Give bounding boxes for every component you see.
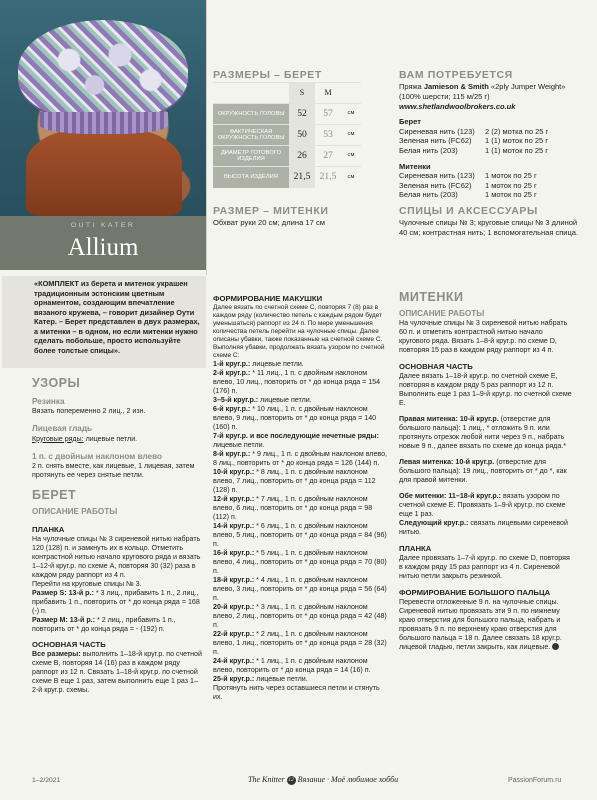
column-2: ФОРМИРОВАНИЕ МАКУШКИ Далее вязать по счетной схеме С, повторяя 7 (8) раз в каждом ряду (количество петель с каждым рядом будет уменьшаться) раппорт из 24 п. По мере уменьшения количества петель перейти на чулочные спицы. Далее описаны убавки, также показанные на счетной схеме С. Выполняя убавки, продолжать вязать узором по счетной схеме С: 1-й круг.р.: лицевые петли. 2-й круг.р.: * 11 лиц., 1 п. с двойным наклоном влево, 10 лиц., повторить от * до конца ряда = 154 (176) п. 3–5-й круг.р.: лицевые петли. 6-й круг.р.: * 10 лиц., 1 п. с двойным наклоном влево, 9 лиц., повторить от * до конца ряда = 140 (160) п. 7-й круг.р. и все последующие нечетные ряды: лицевые петли. 8-й круг.р.: * 9 лиц., 1 п. с двойным наклоном влево, 8 лиц., повторить от * до конца ряда = 126 (144) п. 10-й круг.р.: * 8 лиц., 1 п. с двойным наклоном влево, 7 лиц., повторить от * до конца ряда = 112 (128) п. 12-й круг.р.: * 7 лиц., 1 п. с двойным наклоном влево, 6 лиц., повторить от * до конца ряда = 98 (112) п. 14-й круг.р.: * 6 лиц., 1 п. с двойным наклоном влево, 5 лиц., повторить от * до конца ряда = 84 (96) п. 16-й круг.р.: * 5 лиц., 1 п. с двойным наклоном влево, 4 лиц., повторить от * до конца ряда = 70 (80) п. 18-й круг.р.: * 4 лиц., 1 п. с двойным наклоном влево, 3 лиц., повторить от * до конца ряда = 56 (64) п. 20-й круг.р.: * 3 лиц., 1 п. с двойным наклоном влево, 2 лиц., повторить от * до конца ряда = 42 (48) п. 22-й круг.р.: * 2 лиц., 1 п. с двойным наклоном влево, 1 лиц., повторить от * до конца ряда = 28 (32) п. 24-й круг.р.: * 1 лиц., 1 п. с двойным наклоном влево, повторить от * до конца ряда = 14 (16) п. 25-й круг.р.: лицевые петли. Протянуть нить через оставшиеся петли и стянуть их. (213, 294, 387, 702)
table-row: ОКРУЖНОСТЬ ГОЛОВЫ 52 57 см (213, 104, 361, 125)
crown-rows (213, 360, 388, 684)
crown-row: 8-й круг.р.: * 9 лиц., 1 п. с двойным наклоном влево, 8 лиц., повторить от * до конца ряда = 126 (144) п. (213, 450, 387, 468)
crown-row: 20-й круг.р.: * 3 лиц., 1 п. с двойным наклоном влево, 2 лиц., повторить от * до конца ряда = 42 (48) п. (213, 603, 387, 630)
crown-row: 7-й круг.р. и все последующие нечетные ряды: лицевые петли. (213, 432, 379, 450)
crown-row: 14-й круг.р.: * 6 лиц., 1 п. с двойным наклоном влево, 5 лиц., повторить от * до конца ряда = 84 (96) п. (213, 522, 387, 549)
divider (206, 0, 207, 275)
crown-row: 24-й круг.р.: * 1 лиц., 1 п. с двойным наклоном влево, повторить от * до конца ряда = 14 (16) п. (213, 657, 371, 675)
mitt-size-text: Обхват руки 20 см; длина 17 см (213, 218, 325, 227)
footer-brand: The Knitter 12 Вязание · Моё любимое хобби (248, 775, 399, 784)
mitts-title: МИТЕНКИ (399, 290, 464, 304)
beret-image (18, 20, 188, 120)
crown-row: 18-й круг.р.: * 4 лиц., 1 п. с двойным наклоном влево, 3 лиц., повторить от * до конца ряда = 56 (64) п. (213, 576, 387, 603)
intro-quote: «КОМПЛЕКТ из берета и митенок украшен традиционным эстонским цветным орнаментом, создающим впечатление вязаного кружева, – говорит дизайнер Оути Катер. – Берет представлен в двух размерах, а митенки – в одном, но если митенки нужно сделать побольше, просто используйте более толстые спицы». (2, 276, 206, 368)
table-row: ДИАМЕТР ГОТОВОГО ИЗДЕЛИЯ 26 27 см (213, 146, 361, 167)
pattern-title: Allium (67, 234, 139, 261)
table-row: ВЫСОТА ИЗДЕЛИЯ 21,5 21,5 см (213, 167, 361, 188)
size-s-head: S (289, 83, 315, 104)
materials: ВАМ ПОТРЕБУЕТСЯ Пряжа Jamieson & Smith «2ply Jumper Weight» (100% шерсти; 115 м/25 г) www.shetlandwoolbrokers.co.uk Берет Сиреневая нить (123) 2 (2) мотка по 25 г Зеленая нить (FC62) 1 (1) моток по 25 г Белая нить (203) 1 (1) моток по 25 г Митенки Сиреневая нить (123) 1 моток по 25 г Зеленая нить (FC62) 1 моток по 25 г Белая нить (203) 1 моток по 25 г СПИЦЫ И АКСЕССУАРЫ Чулочные спицы № 3; круговые спицы № 3 длиной 40 см; контрастная нить; 1 вспомогательная спица. (399, 69, 579, 237)
watermark: PassionForum.ru (508, 777, 562, 784)
column-1: УЗОРЫ Резинка Вязать попеременно 2 лиц., 2 изн. Лицевая гладь Круговые ряды: лицевые петли. 1 п. с двойным наклоном влево 2 п. снять вместе, как лицевые, 1 лицевая, затем протянуть ее через снятые петли. БЕРЕТ ОПИСАНИЕ РАБОТЫ ПЛАНКА На чулочные спицы № 3 сиреневой нитью набрать 120 (128) п. и замкнуть их в кольцо. Отметить контрастной нитью начало кругового ряда и вязать 1–12-й круг.р. по схеме А, повторяя 30 (32) раза в каждом ряду раппорт из 4 п. Перейти на круговые спицы № 3. Размер S: 13-й р.: * 3 лиц., прибавить 1 п., 2 лиц., прибавить 1 п., повторить от * до конца ряда = 168 (-) п. Размер М: 13-й р.: * 2 лиц., прибавить 1 п., повторить от * до конца ряда = - (192) п. ОСНОВНАЯ ЧАСТЬ Все размеры: выполнить 1–18-й круг.р. по счетной схеме В, повторяя 14 (16) раз в каждом ряду раппорт из 12 п. Связать 1–18-й круг.р. по счетной схеме В еще 1 раз, затем выполнить еще 1 раз 1–2-й круг.р. схемы. (32, 376, 204, 695)
tools-title: СПИЦЫ И АКСЕССУАРЫ (399, 204, 538, 217)
patterns-title: УЗОРЫ (32, 376, 81, 390)
issue-date: 1–2/2021 (32, 777, 61, 784)
end-mark-icon (552, 643, 559, 650)
beret-photo (0, 0, 206, 216)
page-number: 12 (288, 776, 294, 783)
beret-title: БЕРЕТ (32, 488, 77, 503)
crown-row: 2-й круг.р.: * 11 лиц., 1 п. с двойным наклоном влево, 10 лиц., повторить от * до конца ряда = 154 (176) п. (213, 369, 381, 396)
sizes-table (213, 82, 361, 188)
table-row: ФАКТИЧЕСКАЯ ОКРУЖНОСТЬ ГОЛОВЫ 50 53 см (213, 125, 361, 146)
crown-row: 6-й круг.р.: * 10 лиц., 1 п. с двойным наклоном влево, 9 лиц., повторить от * до конца ряда = 140 (160) п. (213, 405, 377, 432)
sizes-title: РАЗМЕРЫ – БЕРЕТ (213, 69, 322, 81)
materials-title: ВАМ ПОТРЕБУЕТСЯ (399, 69, 513, 81)
crown-row: 3–5-й круг.р.: лицевые петли. (213, 396, 312, 405)
designer-name: OUTI KATER (70, 222, 136, 229)
mitt-size-title: РАЗМЕР – МИТЕНКИ (213, 205, 329, 217)
crown-row: 12-й круг.р.: * 7 лиц., 1 п. с двойным наклоном влево, 6 лиц., повторить от * до конца ряда = 98 (112) п. (213, 495, 373, 522)
crown-row: 22-й круг.р.: * 2 лиц., 1 п. с двойным наклоном влево, 1 лиц., повторить от * до конца ряда = 28 (32) п. (213, 630, 387, 657)
size-m-head: M (315, 83, 341, 104)
crown-row: 16-й круг.р.: * 5 лиц., 1 п. с двойным наклоном влево, 4 лиц., повторить от * до конца ряда = 70 (80) п. (213, 549, 387, 576)
beret-band (40, 112, 168, 134)
crown-row: 10-й круг.р.: * 8 лиц., 1 п. с двойным наклоном влево, 7 лиц., повторить от * до конца ряда = 112 (128) п. (213, 468, 376, 495)
column-3: МИТЕНКИ ОПИСАНИЕ РАБОТЫ На чулочные спицы № 3 сиреневой нитью набрать 60 п. и отметить контрастной нитью начало кругового ряда. Вязать 1–8-й круг.р. по схеме D, повторяя 15 раз в каждом ряду раппорт из 4 п. ОСНОВНАЯ ЧАСТЬ Далее вязать 1–18-й круг.р. по счетной схеме Е, повторяя в каждом ряду 5 раз раппорт из 12 п. Выполнить еще 1 раз 1–9-й круг.р. по счетной схеме Е. Правая митенка: 10-й круг.р. (отверстие для большого пальца): 1 лиц., * отложить 9 п. или протянуть отрезок любой нити через 9 п., набрать новые 9 п., далее вязать по схеме до конца ряда.* Левая митенка: 10-й круг.р. (отверстие для большого пальца): 19 лиц., повторить от * до *, как для правой митенки. Обе митенки: 11–18-й круг.р.: вязать узором по счетной схеме Е. Провязать 1–9-й круг.р. по схеме еще 1 раз. Следующий круг.р.: связать лицевыми сиреневой нитью. ПЛАНКА Далее провязать 1–7-й круг.р. по схеме D, повторяя в каждом ряду 15 раз раппорт из 4 п. Сиреневой нитью петли закрыть резинкой. ФОРМИРОВАНИЕ БОЛЬШОГО ПАЛЬЦА Перевести отложенные 9 п. на чулочные спицы. Сиреневой нитью провязать эти 9 п. по нижнему краю отверстия для большого пальца, набрать и провязать 9 п. по верхнему краю отверстия для большого пальца = 18 п. Далее связать 18 круг.р. лицевой гладью, петли закрыть, как лицевые. (399, 290, 575, 652)
yarn-site: www.shetlandwoolbrokers.co.uk (399, 101, 516, 111)
crown-row: 25-й круг.р.: лицевые петли. (213, 675, 308, 684)
model-hair (26, 128, 182, 216)
crown-row: 1-й круг.р.: лицевые петли. (213, 360, 304, 369)
